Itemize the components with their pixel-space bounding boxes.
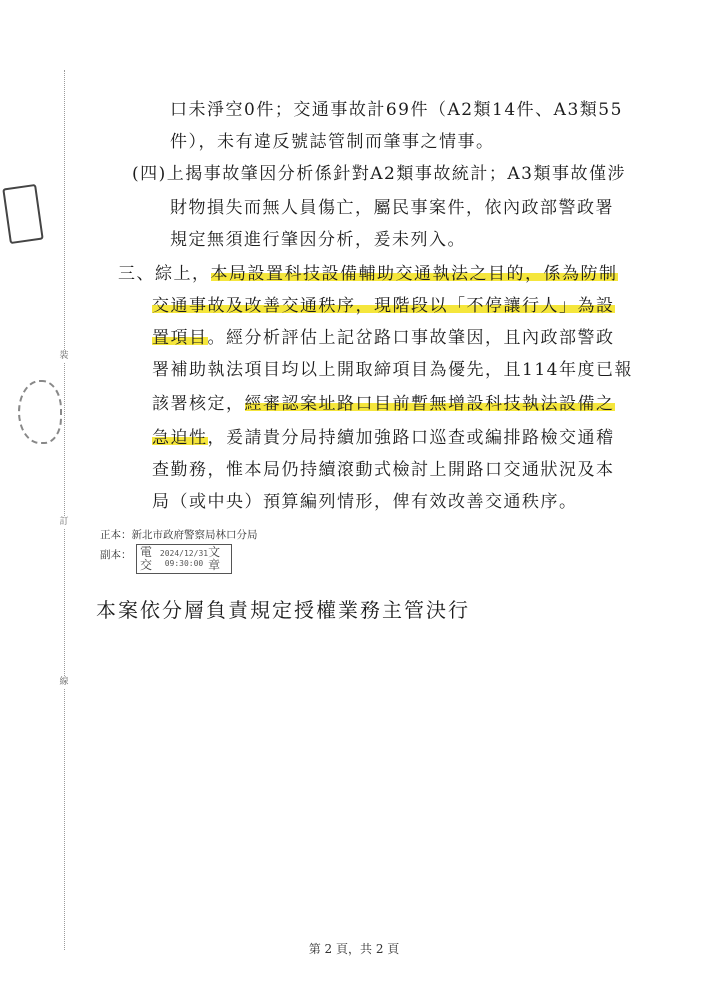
stamp-time: 09:30:00 [164,559,204,568]
section-prefix: 三、綜上， [118,264,211,284]
highlight-4: 經審認案址路口目前暫無增設科技執法設備之 [244,394,615,414]
highlight-2: 交通事故及改善交通秩序，現階段以「不停讓行人」為設 [152,296,615,316]
margin-stamp [2,184,43,244]
body-line-9: 署補助執法項目均以上開取締項目為優先，且114年度已報 [152,360,633,380]
highlight-3: 置項目 [152,328,208,348]
binding-mark-ding: 訂 [59,517,69,527]
main-recipient-label: 正本： [100,529,132,541]
body-line-12: 查勤務，惟本局仍持續滾動式檢討上開路口交通狀況及本 [152,460,615,480]
stamp-left-text: 電交 [140,545,153,572]
stamp-datetime [160,549,208,569]
binding-mark-zhuang: 裝 [59,351,69,361]
main-recipient [100,528,258,542]
body-line-13: 局（或中央）預算編列情形，俾有效改善交通秩序。 [152,492,578,512]
body-line-2: 件），未有違反號誌管制而肇事之情事。 [170,132,495,152]
body-line-7 [152,294,615,318]
main-recipient-value: 新北市政府警察局林口分局 [131,529,258,541]
body-line-4: 財物損失而無人員傷亡，屬民事案件，依內政部警政署 [170,198,614,218]
body-line-1: 口未淨空0件；交通事故計69件（A2類14件、A3類55 [170,100,623,120]
stamp-right-text: 文章 [208,545,221,572]
body-line-5: 規定無須進行肇因分析，爰未列入。 [170,230,466,250]
copy-label: 副本： [100,549,132,561]
body-line-11 [152,426,615,450]
body-line-3: (四)上揭事故肇因分析係針對A2類事故統計；A3類事故僅涉 [132,164,626,184]
binding-mark-xian: 線 [59,677,69,687]
stamp-date: 2024/12/31 [159,549,209,558]
highlight-5: 急迫性 [152,428,208,448]
body-text: 。經分析評估上記岔路口事故肇因，且內政部警政 [207,328,615,348]
body-text: 該署核定， [152,394,245,414]
body-line-8 [152,326,615,350]
binding-line [64,70,65,950]
highlight-1: 本局設置科技設備輔助交通執法之目的，係為防制 [210,264,618,284]
decision-statement: 本案依分層負責規定授權業務主管決行 [96,598,470,622]
page-number: 第 2 頁，共 2 頁 [308,942,400,956]
body-text: ，爰請貴分局持續加強路口巡查或編排路檢交通稽 [207,428,615,448]
body-line-10 [152,392,615,416]
exchange-stamp [136,544,232,574]
seal-stamp [18,380,62,444]
body-line-6 [118,262,618,286]
